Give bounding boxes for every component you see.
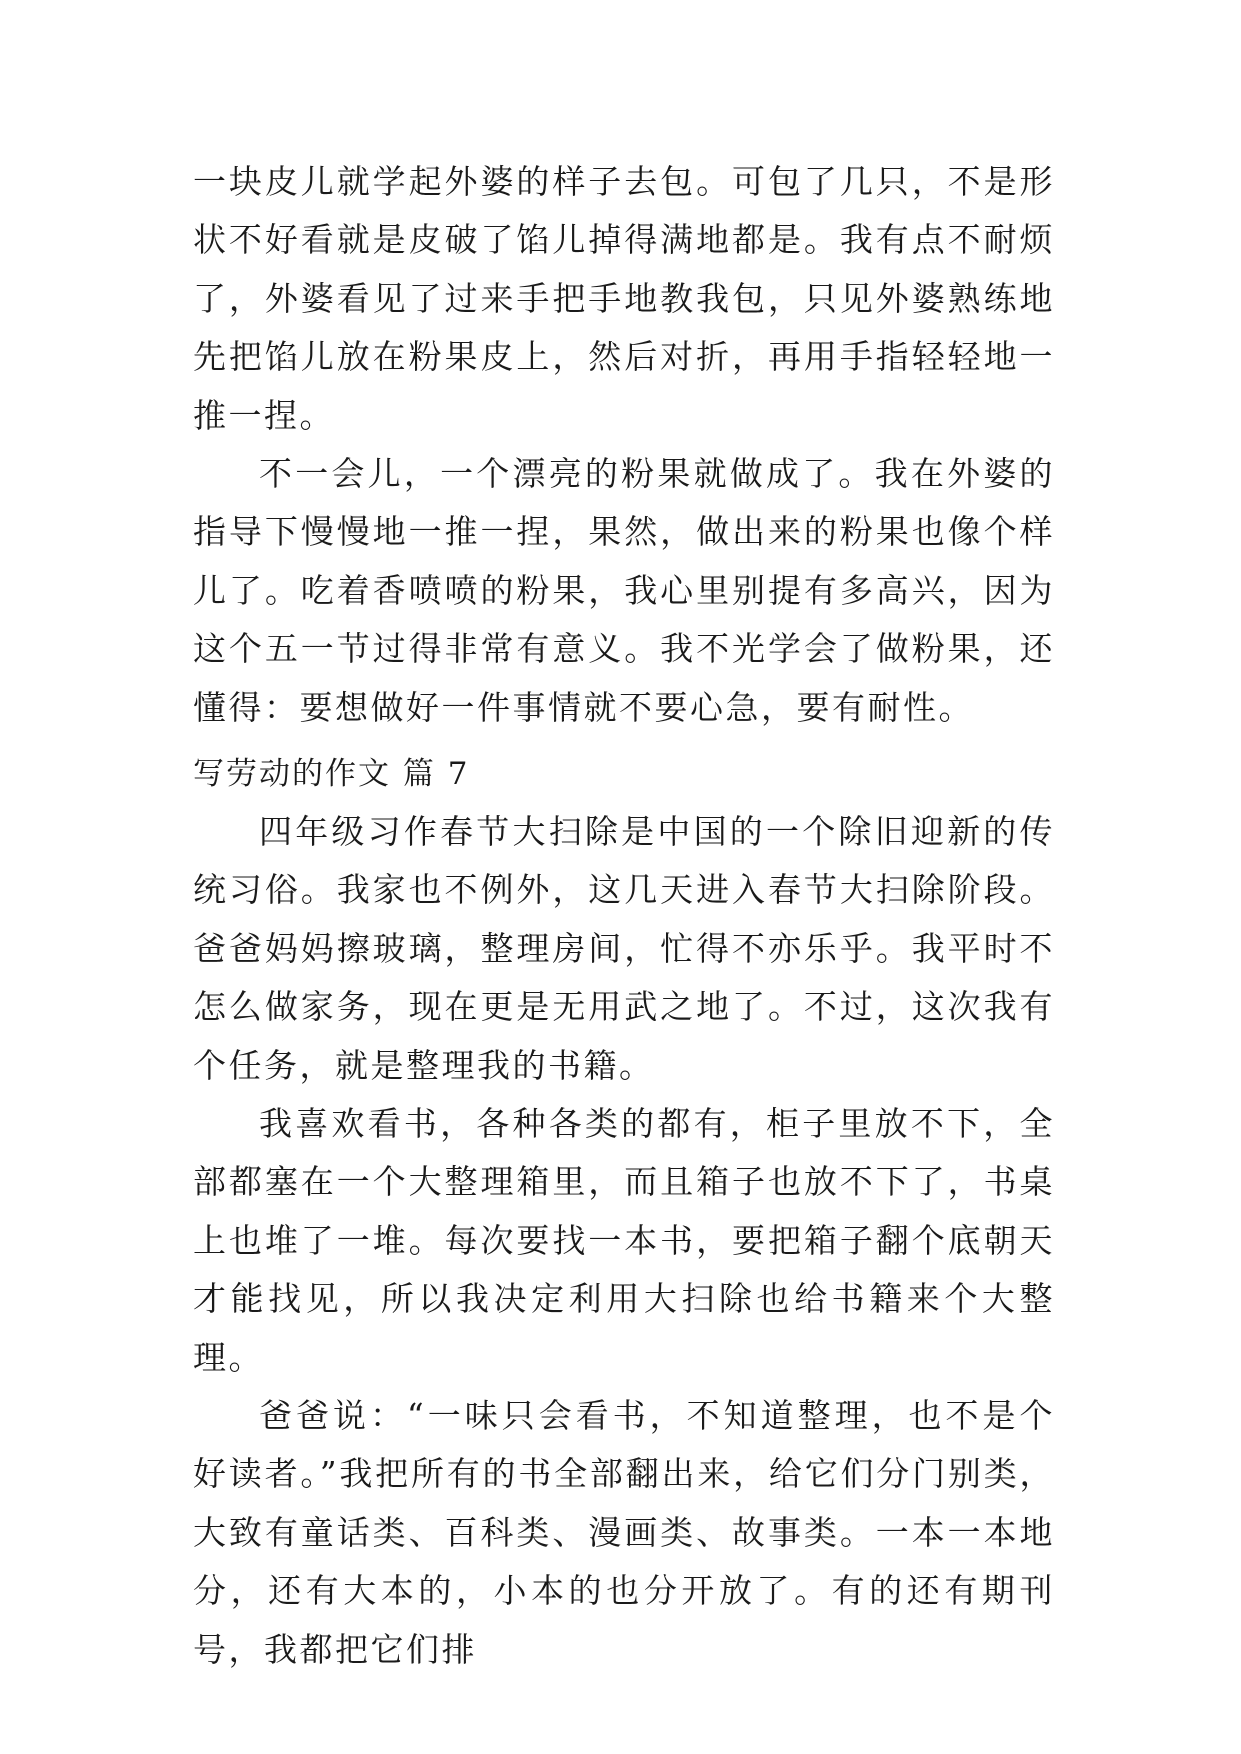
paragraph: 四年级习作春节大扫除是中国的一个除旧迎新的传统习俗。我家也不例外，这几天进入春节大扫除阶段。爸爸妈妈擦玻璃，整理房间，忙得不亦乐乎。我平时不怎么做家务，现在更是无用武之地了。不过，这次我有个任务，就是整理我的书籍。 — [193, 812, 1055, 1085]
section-heading: 写劳动的作文 篇 7 — [193, 756, 470, 792]
paragraph: 一块皮儿就学起外婆的样子去包。可包了几只，不是形状不好看就是皮破了馅儿掉得满地都是。我有点不耐烦了，外婆看见了过来手把手地教我包，只见外婆熟练地先把馅儿放在粉果皮上，然后对折，再用手指轻轻地一推一捏。 — [193, 162, 1055, 435]
section-body — [193, 803, 1055, 1679]
paragraph: 我喜欢看书，各种各类的都有，柜子里放不下，全部都塞在一个大整理箱里，而且箱子也放不下了，书桌上也堆了一堆。每次要找一本书，要把箱子翻个底朝天才能找见，所以我决定利用大扫除也给书籍来个大整理。 — [193, 1104, 1055, 1377]
continuation-text — [193, 153, 1055, 737]
paragraph: 不一会儿，一个漂亮的粉果就做成了。我在外婆的指导下慢慢地一推一捏，果然，做出来的粉果也像个样儿了。吃着香喷喷的粉果，我心里别提有多高兴，因为这个五一节过得非常有意义。我不光学会了做粉果，还懂得：要想做好一件事情就不要心急，要有耐性。 — [193, 454, 1055, 727]
paragraph: 爸爸说：“一味只会看书，不知道整理，也不是个好读者。”我把所有的书全部翻出来，给它们分门别类，大致有童话类、百科类、漫画类、故事类。一本一本地分，还有大本的，小本的也分开放了。有的还有期刊号，我都把它们排 — [193, 1396, 1055, 1669]
